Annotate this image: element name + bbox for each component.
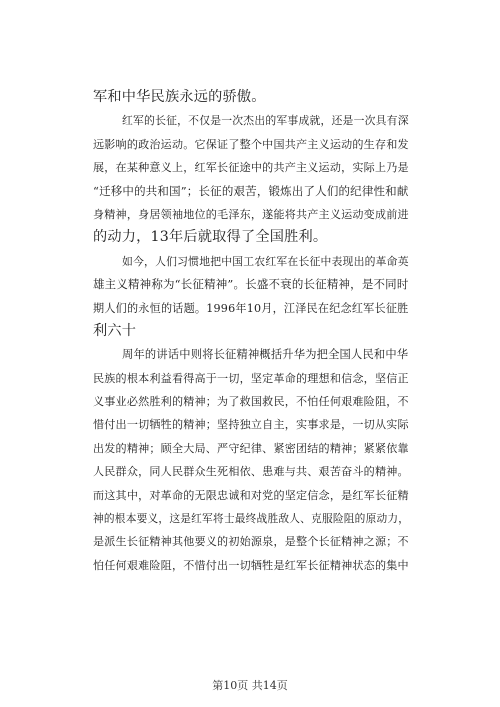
text-line: 身精神，身居领袖地位的毛泽东，遂能将共产主义运动变成前进 [93, 207, 409, 221]
text-line: 而这其中，对革命的无限忠诚和对党的坚定信念，是红军长征精 [93, 488, 409, 502]
text-line: 的动力，13年后就取得了全国胜利。 [93, 229, 328, 246]
text-line: 民族的根本利益看得高于一切，坚定革命的理想和信念，坚信正 [93, 371, 409, 385]
text-line: 利六十 [93, 322, 137, 339]
text-line: 如今，人们习惯地把中国工农红军在长征中表现出的革命英 [122, 254, 409, 268]
body-text [93, 86, 409, 577]
text-line: 展，在某种意义上，红军长征途中的共产主义运动，实际上乃是 [93, 161, 409, 175]
text-line: 远影响的政治运动。它保证了整个中国共产主义运动的生存和发 [93, 137, 409, 151]
text-line: 期人们的永恒的话题。1996年10月，江泽民在纪念红军长征胜 [93, 301, 409, 315]
text-line: 神的根本要义，这是红军将士最终战胜敌人、克服险阻的原动力， [93, 512, 410, 526]
text-line: 雄主义精神称为“长征精神”。长盛不衰的长征精神，是不同时 [93, 277, 409, 292]
text-line: 红军的长征，不仅是一次杰出的军事成就，还是一次具有深 [122, 114, 409, 128]
text-line: 怕任何艰难险阻，不惜付出一切牺牲是红军长征精神状态的集中 [93, 558, 409, 572]
text-line: 义事业必然胜利的精神；为了救国救民，不怕任何艰难险阻，不 [93, 395, 409, 409]
text-line: 惜付出一切牺牲的精神；坚持独立自主，实事求是，一切从实际 [93, 418, 409, 432]
page-footer: 第10页 共14页 [212, 679, 288, 692]
text-line: 军和中华民族永远的骄傲。 [93, 89, 266, 105]
text-line: 是派生长征精神其他要义的初始源泉，是整个长征精神之源；不 [93, 535, 409, 549]
text-line: 出发的精神；顾全大局、严守纪律、紧密团结的精神；紧紧依靠 [93, 441, 409, 455]
text-line: 周年的讲话中则将长征精神概括升华为把全国人民和中华 [122, 348, 409, 362]
text-line: 人民群众，同人民群众生死相依、患难与共、艰苦奋斗的精神。 [93, 465, 409, 479]
text-line: “迁移中的共和国”；长征的艰苦，锻炼出了人们的纪律性和献 [93, 183, 409, 198]
